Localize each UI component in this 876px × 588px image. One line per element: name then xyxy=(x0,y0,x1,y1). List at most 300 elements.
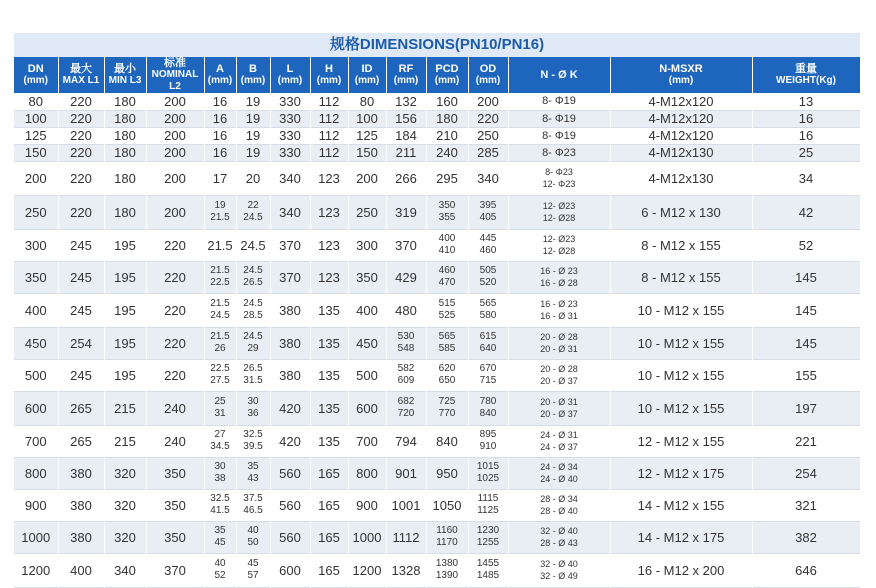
cell-rf: 319 xyxy=(386,195,426,229)
cell-value: 20 - Ø 31 xyxy=(540,344,578,354)
cell-nm: 10 - M12 x 155 xyxy=(610,359,752,391)
cell-nk: 8- Φ19 xyxy=(508,110,610,127)
cell-value: 34.5 xyxy=(210,441,230,452)
column-header xyxy=(426,57,468,93)
cell-h: 123 xyxy=(310,161,348,195)
cell-dn: 80 xyxy=(14,93,58,110)
cell-w: 145 xyxy=(752,293,860,327)
cell-value: 21.5 xyxy=(210,331,230,342)
column-header-label: RF xyxy=(398,63,414,75)
cell-id: 200 xyxy=(348,161,386,195)
cell-value: 520 xyxy=(479,277,497,288)
table-row xyxy=(14,359,860,391)
table-row xyxy=(14,391,860,425)
cell-value: 24.5 xyxy=(210,310,230,321)
cell-nom: 350 xyxy=(146,457,204,489)
cell-l: 370 xyxy=(270,261,310,293)
column-header-label: OD xyxy=(479,63,497,75)
cell-pcd: 950 xyxy=(426,457,468,489)
cell-min: 195 xyxy=(104,327,146,359)
cell-value: 30 xyxy=(214,461,226,472)
cell-b xyxy=(236,391,270,425)
cell-w: 25 xyxy=(752,144,860,161)
cell-min: 215 xyxy=(104,391,146,425)
table-row xyxy=(14,144,860,161)
cell-od xyxy=(468,553,508,587)
cell-value: 395 xyxy=(479,200,497,211)
cell-value: 26.5 xyxy=(243,277,263,288)
cell-nm: 10 - M12 x 155 xyxy=(610,327,752,359)
cell-nk xyxy=(508,521,610,553)
cell-l: 330 xyxy=(270,110,310,127)
cell-value: 410 xyxy=(438,245,456,256)
cell-value: 32 - Ø 40 xyxy=(540,559,578,569)
cell-rf: 132 xyxy=(386,93,426,110)
column-header xyxy=(348,57,386,93)
cell-max: 254 xyxy=(58,327,104,359)
dimensions-table xyxy=(14,57,861,588)
cell-a xyxy=(204,425,236,457)
cell-od xyxy=(468,359,508,391)
cell-w: 16 xyxy=(752,127,860,144)
cell-value: 1390 xyxy=(435,570,459,581)
cell-value: 31.5 xyxy=(243,375,263,386)
table-row xyxy=(14,127,860,144)
cell-min: 195 xyxy=(104,261,146,293)
cell-nk xyxy=(508,161,610,195)
cell-min: 340 xyxy=(104,553,146,587)
cell-h: 112 xyxy=(310,144,348,161)
cell-h: 123 xyxy=(310,195,348,229)
cell-value: 24 - Ø 31 xyxy=(540,430,578,440)
cell-value: 770 xyxy=(438,408,456,419)
cell-max: 220 xyxy=(58,110,104,127)
cell-h: 165 xyxy=(310,489,348,521)
cell-rf: 794 xyxy=(386,425,426,457)
cell-value: 22.5 xyxy=(210,277,230,288)
cell-rf: 1328 xyxy=(386,553,426,587)
cell-nm: 8 - M12 x 155 xyxy=(610,229,752,261)
column-header-label: 标准 xyxy=(164,57,186,69)
cell-value: 20 - Ø 37 xyxy=(540,409,578,419)
table-row xyxy=(14,327,860,359)
cell-value: 21.5 xyxy=(210,265,230,276)
cell-value: 32 - Ø 49 xyxy=(540,571,578,581)
cell-l: 420 xyxy=(270,425,310,457)
cell-value: 40 xyxy=(247,525,259,536)
cell-value: 39.5 xyxy=(243,441,263,452)
cell-value: 1455 xyxy=(476,558,500,569)
cell-value: 36 xyxy=(247,408,259,419)
cell-value: 20 - Ø 28 xyxy=(540,332,578,342)
cell-l: 560 xyxy=(270,521,310,553)
cell-value: 505 xyxy=(479,265,497,276)
cell-value: 24 - Ø 37 xyxy=(540,442,578,452)
cell-nom: 370 xyxy=(146,553,204,587)
cell-value: 46.5 xyxy=(243,505,263,516)
cell-nom: 220 xyxy=(146,293,204,327)
column-header-unit: (mm) xyxy=(316,75,342,86)
cell-value: 1115 xyxy=(477,493,499,504)
cell-min: 320 xyxy=(104,521,146,553)
cell-nk xyxy=(508,293,610,327)
table-row xyxy=(14,110,860,127)
cell-value: 1015 xyxy=(476,461,500,472)
column-header xyxy=(236,57,270,93)
column-header xyxy=(146,57,204,93)
cell-h: 112 xyxy=(310,93,348,110)
cell-value: 565 xyxy=(479,298,497,309)
table-row xyxy=(14,553,860,587)
cell-value: 16 - Ø 23 xyxy=(540,299,578,309)
cell-dn: 100 xyxy=(14,110,58,127)
cell-value: 24.5 xyxy=(243,212,263,223)
cell-value: 405 xyxy=(479,212,497,223)
cell-value: 12- Ø23 xyxy=(542,234,576,244)
column-header-unit: (mm) xyxy=(668,75,694,86)
cell-value: 1485 xyxy=(476,570,500,581)
column-header-unit: WEIGHT(Kg) xyxy=(776,75,836,86)
cell-id: 800 xyxy=(348,457,386,489)
cell-value: 24 - Ø 40 xyxy=(540,474,578,484)
cell-a xyxy=(204,457,236,489)
cell-a: 16 xyxy=(204,144,236,161)
cell-value: 20 - Ø 31 xyxy=(540,397,578,407)
cell-h: 123 xyxy=(310,229,348,261)
column-header xyxy=(58,57,104,93)
cell-value: 24 - Ø 34 xyxy=(540,462,578,472)
cell-nk xyxy=(508,457,610,489)
cell-value: 355 xyxy=(438,212,456,223)
cell-a: 17 xyxy=(204,161,236,195)
cell-nm: 4-M12x130 xyxy=(610,161,752,195)
cell-od xyxy=(468,261,508,293)
cell-max: 380 xyxy=(58,521,104,553)
table-row xyxy=(14,489,860,521)
cell-value: 780 xyxy=(479,396,497,407)
column-header xyxy=(14,57,58,93)
cell-od xyxy=(468,293,508,327)
cell-od xyxy=(468,391,508,425)
cell-rf xyxy=(386,359,426,391)
cell-od: 285 xyxy=(468,144,508,161)
cell-od xyxy=(468,521,508,553)
cell-nom: 220 xyxy=(146,261,204,293)
cell-nk xyxy=(508,327,610,359)
column-header-unit: (mm) xyxy=(277,75,303,86)
cell-b xyxy=(236,261,270,293)
cell-pcd xyxy=(426,293,468,327)
column-header-unit: (mm) xyxy=(475,75,501,86)
cell-value: 8- Φ23 xyxy=(545,167,573,177)
cell-id: 150 xyxy=(348,144,386,161)
cell-h: 135 xyxy=(310,327,348,359)
cell-max: 245 xyxy=(58,359,104,391)
cell-value: 445 xyxy=(479,233,497,244)
column-header-unit: MIN L3 xyxy=(108,75,142,86)
cell-max: 400 xyxy=(58,553,104,587)
cell-value: 840 xyxy=(479,408,497,419)
cell-value: 43 xyxy=(247,473,259,484)
cell-nom: 200 xyxy=(146,195,204,229)
cell-id: 350 xyxy=(348,261,386,293)
cell-value: 400 xyxy=(438,233,456,244)
cell-nom: 220 xyxy=(146,229,204,261)
cell-rf: 266 xyxy=(386,161,426,195)
cell-b: 19 xyxy=(236,110,270,127)
cell-nk xyxy=(508,553,610,587)
cell-value: 640 xyxy=(479,343,497,354)
cell-nm: 14 - M12 x 175 xyxy=(610,521,752,553)
cell-nm: 12 - M12 x 155 xyxy=(610,425,752,457)
cell-id: 100 xyxy=(348,110,386,127)
cell-min: 195 xyxy=(104,359,146,391)
cell-value: 16 - Ø 28 xyxy=(540,278,578,288)
cell-value: 31 xyxy=(214,408,226,419)
cell-value: 580 xyxy=(479,310,497,321)
cell-w: 254 xyxy=(752,457,860,489)
cell-nom: 220 xyxy=(146,327,204,359)
cell-value: 40 xyxy=(214,558,226,569)
cell-nm: 12 - M12 x 175 xyxy=(610,457,752,489)
cell-id: 600 xyxy=(348,391,386,425)
cell-pcd xyxy=(426,359,468,391)
cell-dn: 800 xyxy=(14,457,58,489)
cell-rf: 156 xyxy=(386,110,426,127)
cell-w: 145 xyxy=(752,327,860,359)
cell-a xyxy=(204,327,236,359)
column-header-unit: MAX L1 xyxy=(62,75,100,86)
column-header-unit: (mm) xyxy=(354,75,380,86)
cell-id: 400 xyxy=(348,293,386,327)
cell-min: 180 xyxy=(104,161,146,195)
cell-h: 165 xyxy=(310,553,348,587)
table-body xyxy=(14,93,860,587)
cell-od xyxy=(468,195,508,229)
cell-id: 500 xyxy=(348,359,386,391)
cell-b xyxy=(236,359,270,391)
column-header-unit: (mm) xyxy=(240,75,266,86)
cell-value: 27.5 xyxy=(210,375,230,386)
column-header-label: 最大 xyxy=(70,63,92,75)
cell-value: 32 - Ø 40 xyxy=(540,526,578,536)
cell-value: 615 xyxy=(479,331,497,342)
cell-l: 330 xyxy=(270,93,310,110)
cell-id: 80 xyxy=(348,93,386,110)
cell-nm: 8 - M12 x 155 xyxy=(610,261,752,293)
cell-nk xyxy=(508,261,610,293)
cell-dn: 600 xyxy=(14,391,58,425)
table-row xyxy=(14,457,860,489)
cell-l: 340 xyxy=(270,161,310,195)
cell-nk xyxy=(508,425,610,457)
cell-nom: 240 xyxy=(146,425,204,457)
cell-l: 560 xyxy=(270,457,310,489)
cell-od: 200 xyxy=(468,93,508,110)
cell-value: 682 xyxy=(397,396,415,407)
cell-l: 560 xyxy=(270,489,310,521)
cell-value: 470 xyxy=(438,277,456,288)
cell-nm: 10 - M12 x 155 xyxy=(610,391,752,425)
cell-rf: 901 xyxy=(386,457,426,489)
cell-value: 460 xyxy=(479,245,497,256)
cell-b: 19 xyxy=(236,144,270,161)
cell-rf: 184 xyxy=(386,127,426,144)
cell-rf: 1112 xyxy=(386,521,426,553)
cell-value: 1025 xyxy=(476,473,500,484)
cell-h: 135 xyxy=(310,293,348,327)
cell-value: 25 xyxy=(214,396,226,407)
cell-w: 197 xyxy=(752,391,860,425)
cell-value: 38 xyxy=(214,473,226,484)
column-header xyxy=(610,57,752,93)
cell-nm: 4-M12x130 xyxy=(610,144,752,161)
table-row xyxy=(14,261,860,293)
cell-nk xyxy=(508,229,610,261)
cell-pcd xyxy=(426,521,468,553)
table-row xyxy=(14,521,860,553)
cell-nom: 200 xyxy=(146,144,204,161)
column-header-label: DN xyxy=(27,63,44,75)
cell-value: 20 - Ø 28 xyxy=(540,364,578,374)
cell-pcd: 840 xyxy=(426,425,468,457)
cell-w: 382 xyxy=(752,521,860,553)
column-header-label: H xyxy=(325,63,333,75)
cell-value: 28 - Ø 34 xyxy=(540,494,578,504)
cell-a: 16 xyxy=(204,93,236,110)
cell-h: 165 xyxy=(310,521,348,553)
cell-value: 715 xyxy=(479,375,497,386)
cell-pcd: 1050 xyxy=(426,489,468,521)
cell-w: 13 xyxy=(752,93,860,110)
cell-min: 180 xyxy=(104,127,146,144)
cell-value: 50 xyxy=(247,537,259,548)
cell-max: 245 xyxy=(58,293,104,327)
cell-value: 582 xyxy=(397,363,415,374)
cell-nm: 6 - M12 x 130 xyxy=(610,195,752,229)
column-header-unit: (mm) xyxy=(23,75,48,86)
cell-b: 20 xyxy=(236,161,270,195)
column-header-label: ID xyxy=(361,63,373,75)
cell-l: 330 xyxy=(270,127,310,144)
cell-pcd: 180 xyxy=(426,110,468,127)
cell-pcd xyxy=(426,229,468,261)
cell-od: 340 xyxy=(468,161,508,195)
cell-b xyxy=(236,457,270,489)
cell-value: 1230 xyxy=(476,525,500,536)
cell-value: 22.5 xyxy=(210,363,230,374)
cell-b xyxy=(236,521,270,553)
cell-nk: 8- Φ19 xyxy=(508,127,610,144)
cell-w: 52 xyxy=(752,229,860,261)
cell-w: 221 xyxy=(752,425,860,457)
column-header xyxy=(104,57,146,93)
cell-b xyxy=(236,293,270,327)
cell-h: 123 xyxy=(310,261,348,293)
cell-id: 700 xyxy=(348,425,386,457)
cell-nk xyxy=(508,489,610,521)
cell-value: 530 xyxy=(397,331,415,342)
column-header xyxy=(752,57,860,93)
cell-pcd xyxy=(426,195,468,229)
cell-b: 19 xyxy=(236,127,270,144)
cell-min: 320 xyxy=(104,489,146,521)
cell-value: 525 xyxy=(438,310,456,321)
cell-value: 45 xyxy=(214,537,226,548)
cell-value: 609 xyxy=(397,375,415,386)
cell-h: 165 xyxy=(310,457,348,489)
cell-h: 135 xyxy=(310,359,348,391)
cell-pcd: 210 xyxy=(426,127,468,144)
column-header xyxy=(468,57,508,93)
cell-id: 125 xyxy=(348,127,386,144)
cell-nom: 200 xyxy=(146,110,204,127)
cell-l: 380 xyxy=(270,359,310,391)
cell-value: 32.5 xyxy=(210,493,230,504)
cell-max: 220 xyxy=(58,195,104,229)
cell-a xyxy=(204,261,236,293)
cell-value: 24.5 xyxy=(243,331,263,342)
cell-value: 548 xyxy=(397,343,415,354)
cell-min: 180 xyxy=(104,144,146,161)
cell-nk xyxy=(508,391,610,425)
cell-b: 24.5 xyxy=(236,229,270,261)
cell-pcd xyxy=(426,391,468,425)
cell-value: 24.5 xyxy=(243,265,263,276)
column-header-label: 重量 xyxy=(795,63,817,75)
cell-value: 21.5 xyxy=(210,298,230,309)
cell-dn: 1200 xyxy=(14,553,58,587)
cell-rf: 429 xyxy=(386,261,426,293)
cell-min: 195 xyxy=(104,293,146,327)
cell-nm: 14 - M12 x 155 xyxy=(610,489,752,521)
cell-nk: 8- Φ19 xyxy=(508,93,610,110)
table-row xyxy=(14,425,860,457)
column-header-label: A xyxy=(216,63,224,75)
cell-od xyxy=(468,489,508,521)
table-row xyxy=(14,161,860,195)
cell-h: 135 xyxy=(310,425,348,457)
cell-value: 1255 xyxy=(476,537,500,548)
cell-value: 35 xyxy=(214,525,226,536)
cell-value: 20 - Ø 37 xyxy=(540,376,578,386)
cell-value: 720 xyxy=(397,408,415,419)
cell-a xyxy=(204,391,236,425)
cell-value: 35 xyxy=(247,461,259,472)
cell-value: 515 xyxy=(438,298,456,309)
cell-nk xyxy=(508,359,610,391)
cell-nm: 4-M12x120 xyxy=(610,93,752,110)
cell-value: 29 xyxy=(247,343,259,354)
cell-od xyxy=(468,457,508,489)
cell-rf xyxy=(386,327,426,359)
column-header-unit: NOMINAL L2 xyxy=(151,69,199,92)
cell-value: 21.5 xyxy=(210,212,230,223)
column-header-label: L xyxy=(286,63,294,75)
cell-id: 1200 xyxy=(348,553,386,587)
cell-nm: 4-M12x120 xyxy=(610,127,752,144)
cell-value: 41.5 xyxy=(210,505,230,516)
cell-value: 19 xyxy=(214,200,226,211)
cell-a: 16 xyxy=(204,127,236,144)
cell-b xyxy=(236,425,270,457)
cell-pcd: 240 xyxy=(426,144,468,161)
cell-value: 895 xyxy=(479,429,497,440)
cell-min: 320 xyxy=(104,457,146,489)
cell-l: 370 xyxy=(270,229,310,261)
cell-value: 12- Ø23 xyxy=(542,201,576,211)
cell-nom: 200 xyxy=(146,93,204,110)
